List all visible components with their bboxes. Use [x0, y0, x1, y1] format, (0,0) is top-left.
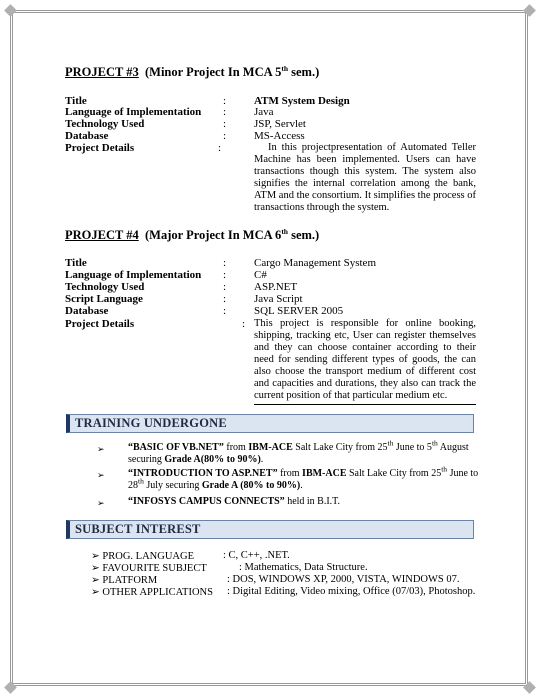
project4-details: This project is responsible for online booking, shipping, tracking etc, User can register themselves and they can choose container according to their need for sending different types of goods, the can also choose the transport medium of different cost and capacities and durations, they also can track the current position of that particular medium etc. — [254, 318, 476, 401]
training-section-header — [66, 414, 474, 433]
training-heading: TRAINING UNDERGONE — [75, 416, 227, 430]
project4-divider — [254, 404, 476, 405]
project4-label: PROJECT #4 — [65, 228, 139, 242]
arrow-bullet-icon: ➢ — [97, 444, 105, 454]
interest-heading: SUBJECT INTEREST — [75, 522, 201, 536]
project4-subtitle: (Major Project In MCA 6th sem.) — [145, 226, 320, 242]
project3-details: In this projectpresentation of Automated Teller Machine has been implemented. Users can have transactions though this system. The system also signifies the internal correlation among the bank, ATM and the consortium. It simplifies the process of transactions through the system. — [254, 142, 476, 213]
training-item: “INTRODUCTION TO ASP.NET” from IBM-ACE Salt Lake City from 25th June to 28th July securing Grade A (80% to 90%). — [128, 464, 479, 491]
arrow-bullet-icon: ➢ — [97, 470, 105, 480]
training-item: “INFOSYS CAMPUS CONNECTS” held in B.I.T. — [128, 496, 341, 507]
project3-heading — [65, 65, 319, 80]
interest-section-header — [66, 520, 474, 539]
training-item: “BASIC OF VB.NET” from IBM-ACE Salt Lake City from 25th June to 5th August securing Grade A(80% to 90%). — [128, 438, 469, 465]
arrow-bullet-icon: ➢ — [97, 498, 105, 508]
project3-label: PROJECT #3 — [65, 65, 139, 79]
project3-subtitle: (Minor Project In MCA 5th sem.) — [145, 63, 320, 79]
project4-heading — [65, 228, 319, 243]
